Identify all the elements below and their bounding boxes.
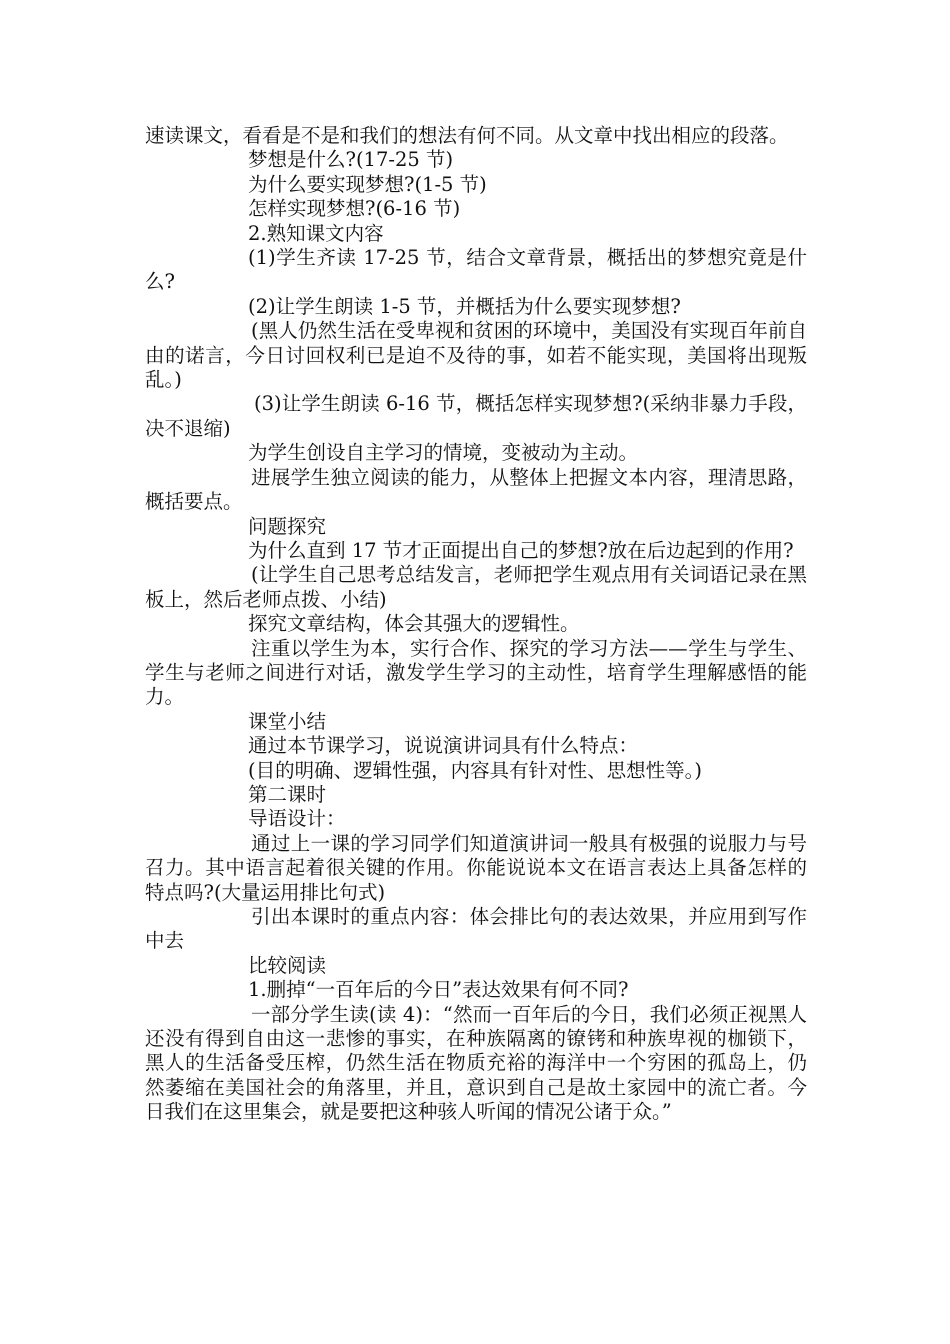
paragraph: 2.熟知课文内容: [248, 221, 384, 245]
paragraph: 速读课文，看看是不是和我们的想法有何不同。从文章中找出相应的段落。: [145, 124, 789, 147]
paragraph: 怎样实现梦想?(6-16 节): [248, 197, 461, 221]
paragraph: 为什么要实现梦想?(1-5 节): [248, 172, 487, 196]
paragraph: (2)让学生朗读 1-5 节，并概括为什么要实现梦想?: [248, 294, 681, 318]
section-heading: 课堂小结: [248, 709, 327, 733]
section-heading: 第二课时: [248, 782, 327, 806]
paragraph: 1.删掉“一百年后的今日”表达效果有何不同?: [248, 978, 629, 1002]
paragraph: 为什么直到 17 节才正面提出自己的梦想?放在后边起到的作用?: [248, 538, 794, 562]
paragraph: 一部分学生读(读 4)：“然而一百年后的今日，我们必须正视黑人还没有得到自由这一悲惨的事实，在种族隔离的镣铐和种族卑视的枷锁下，黑人的生活备受压榨，仍然生活在物质充裕的海洋中一个穷困的孤岛上，仍然萎缩在美国社会的角落里，并且，意识到自己是故土家园中的流亡者。今日我们在这里集会，就是要把这种骇人听闻的情况公诸于众。”: [145, 1002, 807, 1124]
paragraph: (黑人仍然生活在受卑视和贫困的环境中，美国没有实现百年前自由的诺言，今日讨回权利已是迫不及待的事，如若不能实现，美国将出现叛乱。): [145, 319, 807, 392]
paragraph: 引出本课时的重点内容：体会排比句的表达效果，并应用到写作中去: [145, 905, 807, 953]
section-heading: 比较阅读: [248, 953, 327, 977]
document-body: [145, 124, 807, 1125]
paragraph: 为学生创设自主学习的情境，变被动为主动。: [248, 441, 639, 465]
paragraph: (让学生自己思考总结发言，老师把学生观点用有关词语记录在黑板上，然后老师点拨、小结): [145, 563, 807, 611]
paragraph: 通过上一课的学习同学们知道演讲词一般具有极强的说服力与号召力。其中语言起着很关键的作用。你能说说本文在语言表达上具备怎样的特点吗?(大量运用排比句式): [145, 831, 807, 904]
paragraph: 梦想是什么?(17-25 节): [248, 148, 454, 172]
paragraph: (目的明确、逻辑性强，内容具有针对性、思想性等。): [248, 758, 702, 782]
paragraph: (1)学生齐读 17-25 节，结合文章背景，概括出的梦想究竟是什么?: [145, 246, 807, 294]
paragraph: 通过本节课学习，说说演讲词具有什么特点：: [248, 734, 639, 758]
paragraph: (3)让学生朗读 6-16 节，概括怎样实现梦想?(采纳非暴力手段，决不退缩): [145, 392, 807, 440]
paragraph: 注重以学生为本，实行合作、探究的学习方法——学生与学生、学生与老师之间进行对话，激发学生学习的主动性，培育学生理解感悟的能力。: [145, 636, 807, 709]
paragraph: 探究文章结构，体会其强大的逻辑性。: [248, 612, 580, 636]
section-heading: 导语设计：: [248, 807, 346, 831]
section-heading: 问题探究: [248, 514, 327, 538]
paragraph: 进展学生独立阅读的能力，从整体上把握文本内容，理清思路，概括要点。: [145, 465, 807, 514]
